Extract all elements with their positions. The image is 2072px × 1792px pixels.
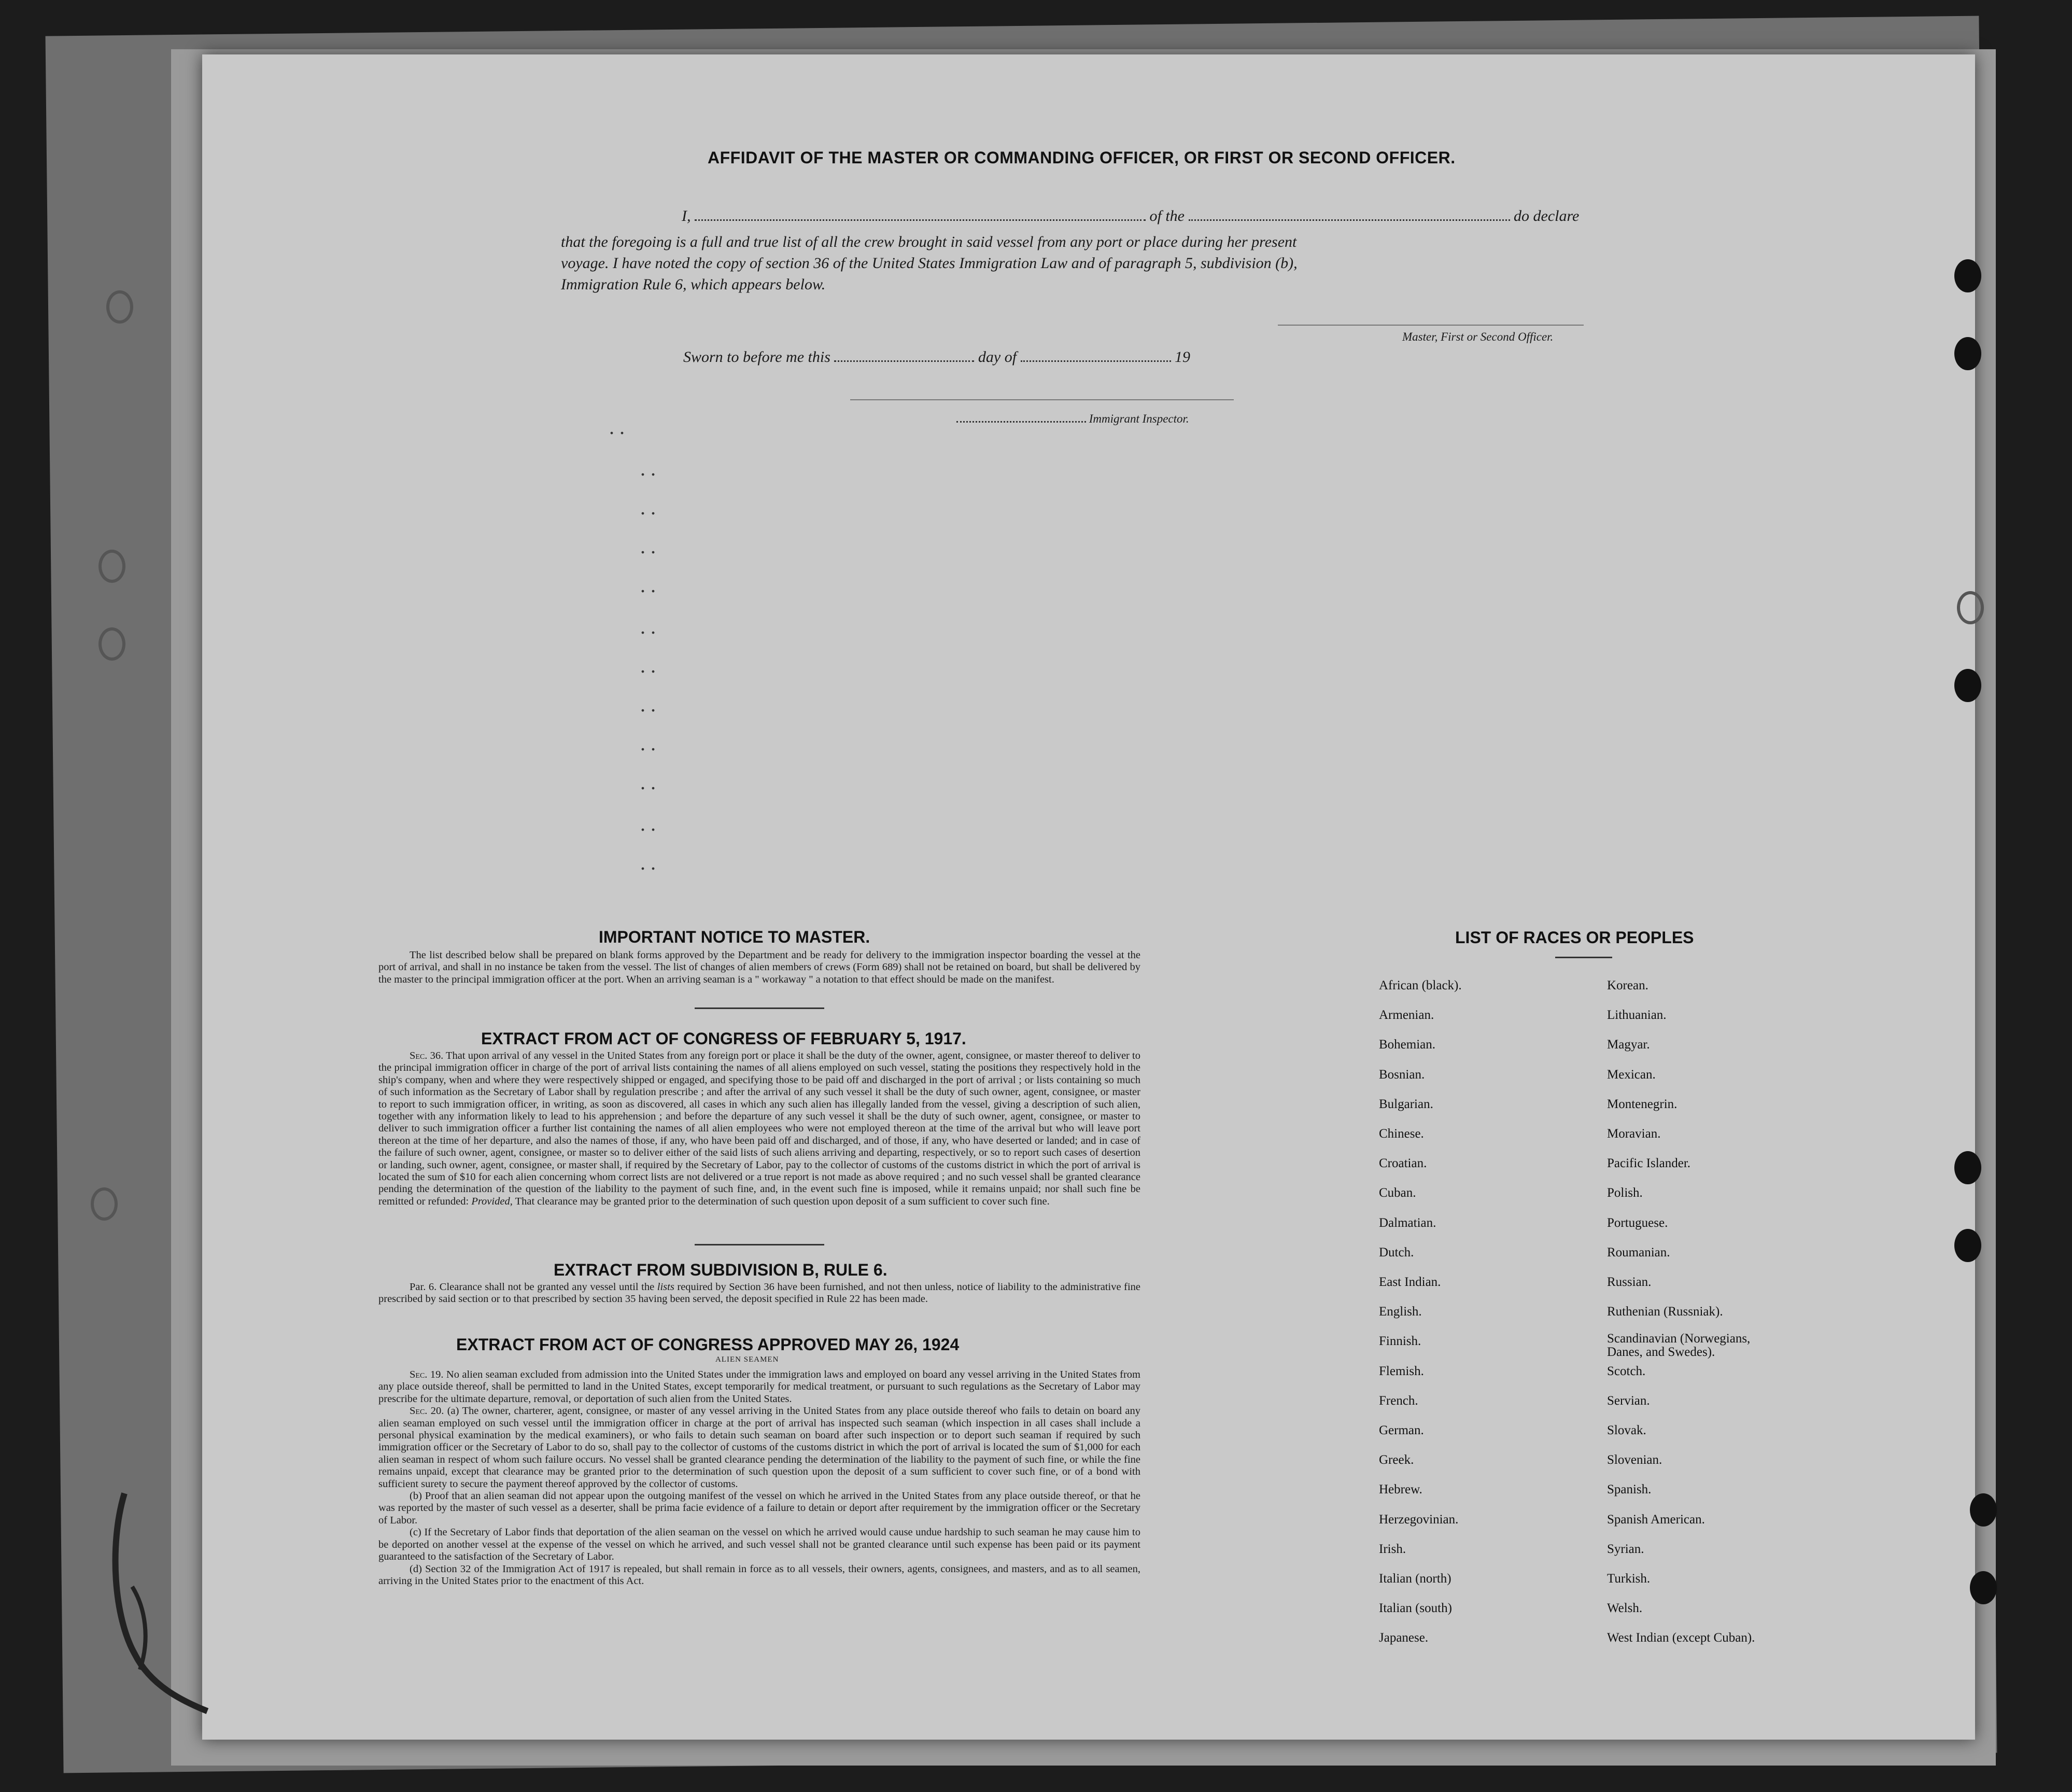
inspector-line-top — [850, 399, 1234, 400]
affidavit-i: I, — [682, 207, 691, 225]
inspector-blank — [956, 421, 1086, 423]
extract-1924-text — [378, 1369, 1140, 1587]
race-item-left-4: Bulgarian. — [1379, 1097, 1433, 1111]
vessel-blank — [1189, 219, 1510, 221]
row-marker: . . — [640, 654, 656, 677]
binder-hole — [1954, 1151, 1981, 1184]
sec-20d-paragraph: (d) Section 32 of the Immigration Act of 1917 is repealed, but shall remain in force as to all vessels, their owners, agents, consignees, and masters, and as to all seamen, arriving in the United States prior to the enactment of this Act. — [378, 1563, 1140, 1587]
race-item-right-20: Turkish. — [1607, 1572, 1651, 1586]
affidavit-line4: Immigration Rule 6, which appears below. — [561, 276, 826, 293]
race-item-right-6: Pacific Islander. — [1607, 1156, 1691, 1171]
row-marker: . . — [640, 732, 656, 755]
race-item-left-2: Bohemian. — [1379, 1038, 1436, 1052]
race-item-right-12: Scandinavian (Norwegians, Danes, and Swedes). — [1607, 1332, 1751, 1360]
row-marker: . . — [609, 415, 625, 439]
extract-1924-subtitle: ALIEN SEAMEN — [715, 1355, 779, 1364]
signature-label: Master, First or Second Officer. — [1402, 330, 1554, 343]
row-marker: . . — [640, 457, 656, 480]
race-item-left-1: Armenian. — [1379, 1008, 1434, 1023]
sworn-year: 19 — [1175, 348, 1191, 366]
row-marker: . . — [640, 615, 656, 638]
binder-hole — [1970, 1571, 1997, 1604]
inspector-label: Immigrant Inspector. — [1089, 412, 1189, 425]
race-item-right-4: Montenegrin. — [1607, 1097, 1678, 1111]
extract-1924-title: EXTRACT FROM ACT OF CONGRESS APPROVED MAY 26, 1924 — [456, 1335, 960, 1354]
subdivision-lists: lists — [657, 1281, 674, 1293]
race-item-left-17: Hebrew. — [1379, 1482, 1422, 1497]
race-item-left-20: Italian (north) — [1379, 1572, 1451, 1586]
row-marker: . . — [640, 573, 656, 597]
extract-1917-title: EXTRACT FROM ACT OF CONGRESS OF FEBRUARY 5, 1917. — [481, 1029, 966, 1048]
bleed-through-text — [513, 143, 527, 179]
row-marker: . . — [640, 693, 656, 716]
subdivision-text-b: required by Section 36 have been furnished, and not then unless, notice of liability to the administrative fine prescribed by said section or to that prescribed by section 35 having been served, the deposit specified in Rule 22 has been made. — [378, 1281, 1141, 1305]
race-item-right-17: Spanish. — [1607, 1482, 1652, 1497]
sec-20a-paragraph — [378, 1405, 1140, 1490]
sec-36-text: That upon arrival of any vessel in the United States from any foreign port or place it shall be the duty of the owner, agent, consignee, or master thereof to deliver to the principal immigration officer in charge of the port of arrival lists containing the names of all aliens employed on such vessel, stating the positions they respectively hold in the ship's company, when and where they were respectively shipped or engaged, and specifying those to be paid off and discharged in the port of arrival ; or lists containing so much of such information as the Secretary of Labor shall by regulation prescribe ; and after the arrival of any such vessel it shall be the duty of such owner, agent, consignee, or master to report to such immigration officer, in writing, as soon as discovered, all cases in which any such alien has illegally landed from the vessel, giving a description of such alien, together with any information likely to lead to his apprehension ; and before the departure of any such vessel it shall be the duty of such owner, agent, consignee, or master to deliver to such immigration officer a further list containing the names of all alien employees who were not employed thereon at the time of the arrival but who will leave port thereon at the time of her departure, and also the names of those, if any, who have been paid off and discharged, and of those, if any, who have deserted or landed; and in case of the failure of such owner, agent, consignee, or master so to deliver either of the said lists of such aliens arriving and departing, respectively, or so to report such cases of desertion or landing, such owner, agent, consignee, or master shall, if required by the Secretary of Labor, pay to the collector of customs of the customs district in which the port of arrival is located the sum of $10 for each alien concerning whom correct lists are not delivered or a true report is not made as above required ; and no such vessel shall be granted clearance pending the determination of the question of the liability to the payment of such fine, and, in the event such fine is imposed, while it remains unpaid; nor shall such fine be remitted or refunded: — [378, 1050, 1140, 1207]
sworn-day: day of — [978, 348, 1017, 366]
race-item-left-22: Japanese. — [1379, 1631, 1429, 1645]
race-item-left-10: East Indian. — [1379, 1275, 1441, 1289]
binder-hole — [91, 1187, 118, 1221]
sworn-prefix: Sworn to before me this — [683, 348, 830, 366]
sec-19-text: No alien seaman excluded from admission into the United States under the immigration laws and employed on board any vessel arriving in the United States from any place outside thereof, shall be permitted to land in the United States, except temporarily for medical treatment, or pursuant to such regulations as the Secretary of Labor may prescribe for the ultimate departure, removal, or deportation of such alien from the United States. — [378, 1369, 1141, 1405]
sec-19-paragraph — [378, 1369, 1140, 1405]
notice-title: IMPORTANT NOTICE TO MASTER. — [599, 928, 870, 946]
sworn-line — [683, 348, 1190, 366]
divider — [695, 1007, 824, 1009]
binder-hole — [1970, 1493, 1997, 1527]
affidavit-line3: voyage. I have noted the copy of section 36 of the United States Immigration Law and of paragraph 5, subdivision (b), — [561, 255, 1298, 272]
race-item-right-15: Slovak. — [1607, 1423, 1646, 1437]
race-item-left-8: Dalmatian. — [1379, 1215, 1436, 1230]
sec-20-label: Sec. 20. — [410, 1405, 444, 1417]
race-item-left-11: English. — [1379, 1305, 1422, 1319]
affidavit-line1 — [682, 207, 1579, 225]
race-item-right-3: Mexican. — [1607, 1067, 1656, 1082]
notice-text — [378, 949, 1140, 986]
binder-hole — [98, 550, 125, 583]
sec-19-label: Sec. 19. — [410, 1369, 444, 1380]
sec-20c-paragraph: (c) If the Secretary of Labor finds that deportation of the alien seaman on the vessel on which he arrived would cause undue hardship to such seaman he may cause him to be deported on another vessel at the expense of the vessel on which he arrived, and such vessel shall not be granted clearance until such expense has been paid or its payment guaranteed to the satisfaction of the Secretary of Labor. — [378, 1527, 1140, 1563]
row-marker: . . — [640, 851, 656, 874]
binder-hole — [1957, 591, 1984, 624]
extract-1917-text — [378, 1050, 1140, 1208]
race-item-right-9: Roumanian. — [1607, 1245, 1670, 1259]
race-item-left-7: Cuban. — [1379, 1186, 1416, 1200]
sec-20a-text: (a) The owner, charterer, agent, consignee, or master of any vessel arriving in the United States from any place outside thereof who fails to detain on board any alien seaman employed on such vessel until the immigration officer in charge at the port of arrival has inspected such seaman (which inspection in all cases shall include a personal physical examination by the medical examiners), or who fails to detain such seaman on board after such inspection or to deport such seaman if required by such immigration officer or the Secretary of Labor to do so, shall pay to the collector of customs of the customs district in which the port of arrival is located the sum of $1,000 for each alien seaman in respect of whom such failure occurs. No vessel shall be granted clearance pending the determination of the liability to the payment of such fine, or while the fine remains unpaid, except that clearance may be granted prior to the determination of such question upon the deposit of a sum sufficient to cover such fine, or of a bond with sufficient surety to secure the payment thereof approved by the collector of customs. — [378, 1405, 1140, 1490]
race-item-left-5: Chinese. — [1379, 1127, 1424, 1141]
row-marker: . . — [640, 771, 656, 794]
name-blank — [695, 219, 1146, 221]
race-item-left-6: Croatian. — [1379, 1156, 1427, 1171]
notice-paragraph: The list described below shall be prepared on blank forms approved by the Department and be ready for delivery to the immigration inspector boarding the vessel at the port of arrival, and shall in no instance be taken from the vessel. The list of changes of alien members of crews (Form 689) shall not be retained on board, but shall be delivered by the master to the principal immigration officer at the port. When an arriving seaman is a " workaway " a notation to that effect should be made on the manifest. — [378, 949, 1140, 985]
race-item-left-14: French. — [1379, 1393, 1418, 1408]
race-item-right-14: Servian. — [1607, 1393, 1650, 1408]
race-item-left-9: Dutch. — [1379, 1245, 1414, 1259]
inspector-line — [956, 412, 1189, 426]
race-item-right-2: Magyar. — [1607, 1038, 1650, 1052]
binder-hole — [1954, 669, 1981, 702]
provided-word: Provided, — [471, 1195, 513, 1207]
row-marker: . . — [640, 812, 656, 835]
race-item-right-18: Spanish American. — [1607, 1512, 1705, 1527]
divider — [695, 1244, 824, 1245]
race-item-left-0: African (black). — [1379, 978, 1462, 992]
sec-36-label: Sec. 36. — [410, 1050, 444, 1061]
divider — [1555, 957, 1612, 958]
race-item-right-21: Welsh. — [1607, 1601, 1643, 1616]
sworn-month-blank — [1021, 360, 1171, 362]
binder-hole — [1954, 337, 1981, 370]
sworn-day-blank — [834, 360, 974, 362]
races-title: LIST OF RACES OR PEOPLES — [1455, 928, 1694, 947]
race-item-right-13: Scotch. — [1607, 1364, 1646, 1378]
race-item-left-21: Italian (south) — [1379, 1601, 1452, 1616]
race-item-right-8: Portuguese. — [1607, 1215, 1668, 1230]
subdivision-text — [378, 1281, 1140, 1306]
row-marker: . . — [640, 496, 656, 519]
race-item-right-5: Moravian. — [1607, 1127, 1661, 1141]
signature-line — [1278, 325, 1584, 326]
row-marker: . . — [640, 535, 656, 558]
binder-hole — [98, 627, 125, 661]
race-item-right-1: Lithuanian. — [1607, 1008, 1667, 1023]
subdivision-text-a: Par. 6. Clearance shall not be granted any vessel until the — [410, 1281, 655, 1293]
race-item-right-10: Russian. — [1607, 1275, 1652, 1289]
affidavit-of-the: of the — [1149, 207, 1185, 225]
race-item-right-7: Polish. — [1607, 1186, 1643, 1200]
subdivision-title: EXTRACT FROM SUBDIVISION B, RULE 6. — [554, 1261, 887, 1279]
binder-hole — [1954, 1229, 1981, 1262]
race-item-left-12: Finnish. — [1379, 1334, 1421, 1349]
affidavit-line2: that the foregoing is a full and true list of all the crew brought in said vessel from any port or place during her present — [561, 233, 1297, 250]
race-item-left-19: Irish. — [1379, 1542, 1406, 1556]
race-item-left-16: Greek. — [1379, 1453, 1414, 1467]
handwritten-mark — [104, 1483, 218, 1732]
race-item-right-0: Korean. — [1607, 978, 1648, 992]
sec-36-end: That clearance may be granted prior to the determination of such question upon deposit of a sum sufficient to cover such fine. — [515, 1195, 1050, 1207]
race-item-left-18: Herzegovinian. — [1379, 1512, 1459, 1527]
race-item-left-13: Flemish. — [1379, 1364, 1424, 1378]
extract-1917-paragraph — [378, 1050, 1140, 1208]
race-item-left-15: German. — [1379, 1423, 1424, 1437]
sec-20b-paragraph: (b) Proof that an alien seaman did not appear upon the outgoing manifest of the vessel on which he arrived in the United States from any place outside thereof, or that he was reported by the master of such vessel as a deserter, shall be prima facie evidence of a failure to detain or deport after requirement by the immigration officer or the Secretary of Labor. — [378, 1490, 1140, 1526]
affidavit-declare: do declare — [1514, 207, 1580, 225]
affidavit-title: AFFIDAVIT OF THE MASTER OR COMMANDING OFFICER, OR FIRST OR SECOND OFFICER. — [708, 148, 1456, 167]
race-item-right-22: West Indian (except Cuban). — [1607, 1631, 1755, 1645]
race-item-right-11: Ruthenian (Russniak). — [1607, 1305, 1723, 1319]
race-item-right-16: Slovenian. — [1607, 1453, 1662, 1467]
subdivision-paragraph — [378, 1281, 1140, 1306]
race-item-left-3: Bosnian. — [1379, 1067, 1425, 1082]
race-item-right-19: Syrian. — [1607, 1542, 1644, 1556]
binder-hole — [1954, 259, 1981, 292]
binder-hole — [106, 290, 133, 324]
